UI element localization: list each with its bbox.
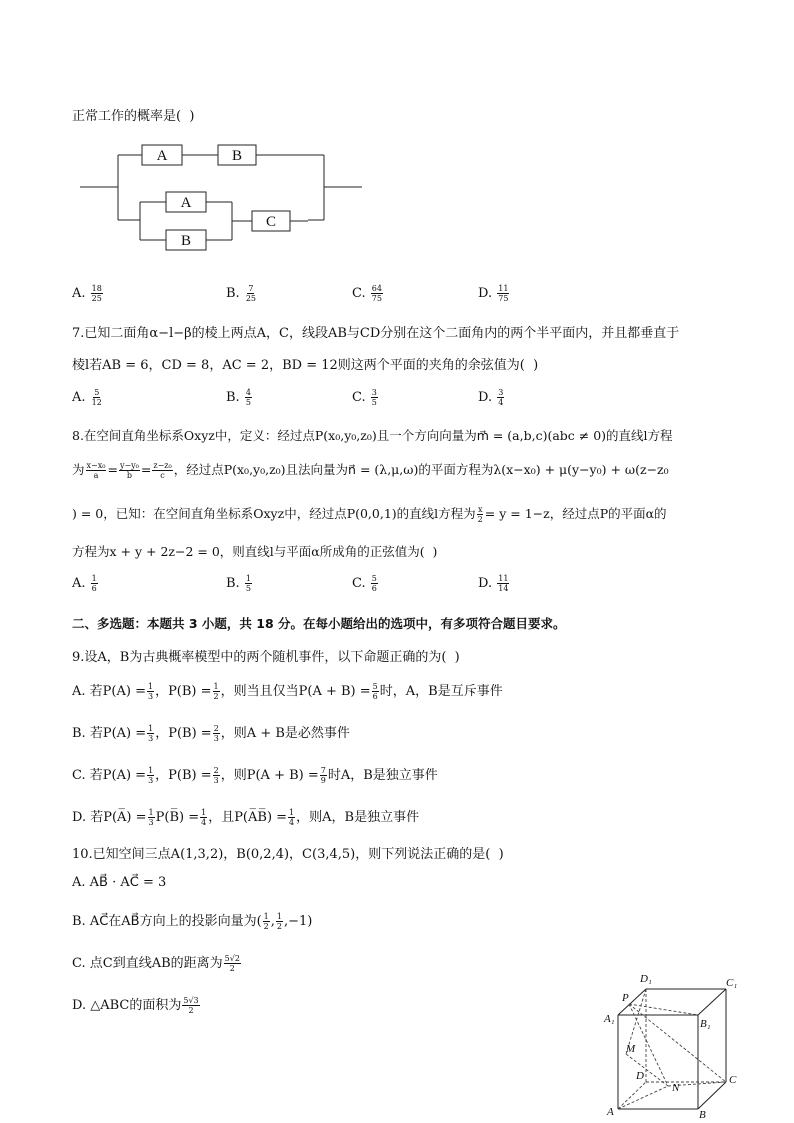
label-b1: B₁ [700,1018,711,1030]
q7-option-d[interactable]: D. $\frac{3}{4}$ [478,388,504,407]
q8-stem-line2: 为 $\frac{\text{x−x₀}}{a}$ = $\frac{\text{y−y₀}}{b}$ = $\frac{\text{z−z₀}}{c}$ ，经过点P(x₀,y₀,z₀)且法向量为n⃗ = (λ,μ,ω)的平面方程为λ(x−x₀) + μ(y−y₀) + ω(z−z₀ [72,461,669,480]
q7-option-a[interactable]: A. $\frac{5}{12}$ [72,388,102,407]
q9-option-b[interactable]: B. 若P(A) = $\frac{1}{3}$ ，P(B) = $\frac{2}{3}$ ，则A + B是必然事件 [72,724,350,743]
q9-option-c[interactable]: C. 若P(A) = $\frac{1}{3}$ ，P(B) = $\frac{2}{3}$ ，则P(A + B) = $\frac{7}{9}$ 时A，B是独立事件 [72,766,438,785]
q10-option-b[interactable]: B. AC⃗在AB⃗方向上的投影向量为( $\frac{1}{2}$ , $\frac{1}{2}$ ,−1) [72,912,313,931]
q8-stem-line1: 8.在空间直角坐标系Oxyz中，定义：经过点P(x₀,y₀,z₀)且一个方向向量为m⃗ = (a,b,c)(abc ≠ 0)的直线l方程 [72,428,673,443]
q10-option-a[interactable]: A. AB⃗ · AC⃗ = 3 [72,875,167,890]
q7-stem-line1: 7.已知二面角α−l−β的棱上两点A，C，线段AB与CD分别在这个二面角内的两个半平面内，并且都垂直于 [72,326,680,341]
circuit-label-a-mid: A [180,195,192,211]
label-m: M [626,1043,636,1055]
circuit-diagram [78,140,368,255]
circuit-label-b-top: B [231,148,243,164]
circuit-label-c: C [265,214,277,230]
q6-option-c[interactable]: C. $\frac{64}{75}$ [352,284,382,303]
q6-option-a[interactable]: A. $\frac{18}{25}$ [72,284,102,303]
label-c: C [729,1074,737,1086]
label-a: A [607,1106,614,1118]
label-d1: D₁ [640,973,652,985]
q6-stem-tail: 正常工作的概率是( ) [72,109,195,124]
q7-option-b[interactable]: B. $\frac{4}{5}$ [226,388,251,407]
q8-stem-line4: 方程为x + y + 2z−2 = 0，则直线l与平面α所成角的正弦值为( ) [72,544,438,559]
label-b: B [699,1109,706,1120]
circuit-label-a-top: A [156,148,168,164]
q8-option-d[interactable]: D. $\frac{11}{14}$ [478,574,509,593]
label-d: D [636,1070,644,1082]
q10-option-c[interactable]: C. 点C到直线AB的距离为 $\frac{5√2}{2}$ [72,954,240,973]
q9-option-a[interactable]: A. 若P(A) = $\frac{1}{3}$ ，P(B) = $\frac{1}{2}$ ，则当且仅当P(A + B) = $\frac{5}{6}$ 时，A，B是互斥事件 [72,682,503,701]
q10-stem: 10.已知空间三点A(1,3,2)，B(0,2,4)，C(3,4,5)，则下列说法正确的是( ) [72,847,504,862]
q8-stem-line3: ) = 0，已知：在空间直角坐标系Oxyz中，经过点P(0,0,1)的直线l方程为 $\frac{x}{2}$ = y = 1−z，经过点P的平面α的 [72,505,667,524]
q10-option-d[interactable]: D. △ABC的面积为 $\frac{5√3}{2}$ [72,996,199,1015]
q7-option-c[interactable]: C. $\frac{3}{5}$ [352,388,377,407]
label-p: P [622,992,629,1004]
q9-stem: 9.设A，B为古典概率模型中的两个随机事件，以下命题正确的为( ) [72,650,460,665]
section-heading-multi-choice: 二、多选题：本题共 3 小题，共 18 分。在每小题给出的选项中，有多项符合题目要求。 [72,616,566,631]
label-a1: A₁ [604,1013,615,1025]
q6-option-b[interactable]: B. $\frac{7}{25}$ [226,284,257,303]
q8-option-c[interactable]: C. $\frac{5}{6}$ [352,574,377,593]
label-n: N [672,1082,680,1094]
q8-option-b[interactable]: B. $\frac{1}{5}$ [226,574,251,593]
q8-option-a[interactable]: A. $\frac{1}{6}$ [72,574,97,593]
q9-option-d[interactable]: D. 若P(A̅) = $\frac{1}{3}$ P(B̅) = $\frac{1}{4}$ ，且P(A̅B̅) = $\frac{1}{4}$ ，则A，B是独立事件 [72,808,420,827]
q6-option-d[interactable]: D. $\frac{11}{75}$ [478,284,509,303]
circuit-label-b-bottom: B [180,233,192,249]
cube-figure [598,962,748,1120]
label-c1: C₁ [726,977,738,989]
q7-stem-line2: 棱l若AB = 6，CD = 8，AC = 2，BD = 12则这两个平面的夹角的余弦值为( ) [72,358,539,373]
